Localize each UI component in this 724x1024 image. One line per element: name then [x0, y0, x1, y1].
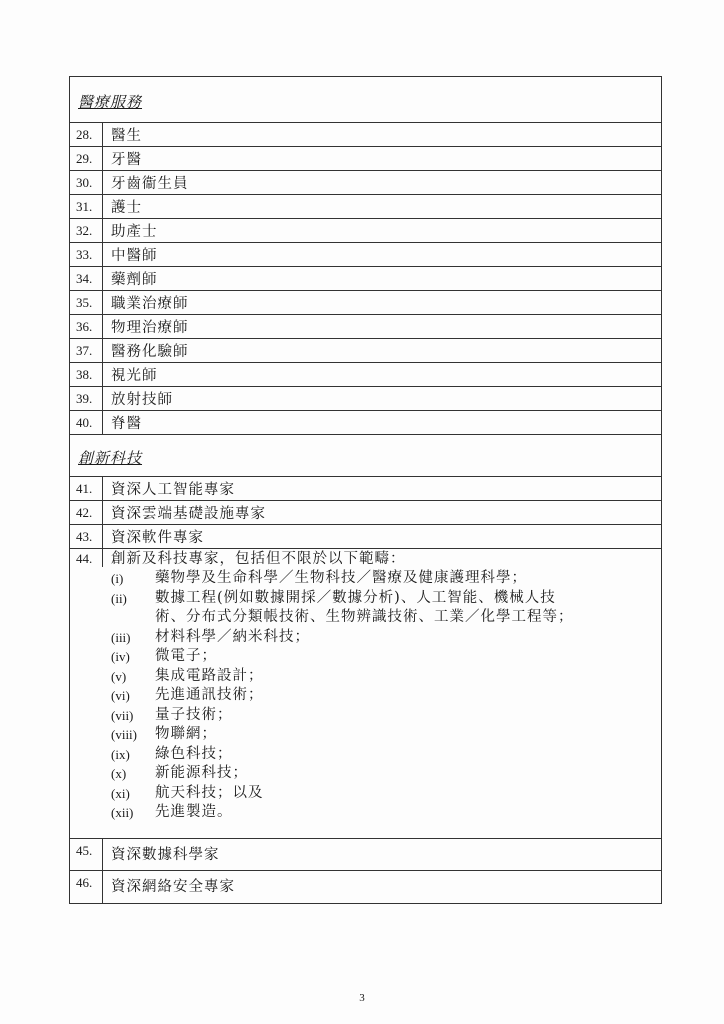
- item-text: 資深軟件專家: [111, 530, 204, 546]
- sub-text: 航天科技；以及: [155, 784, 264, 801]
- sub-numeral: (viii): [111, 727, 137, 742]
- table-row: [70, 123, 661, 147]
- sub-numeral: (vii): [111, 707, 134, 723]
- item-number: 32.: [70, 219, 103, 242]
- section-header-medical: [70, 77, 661, 123]
- item-number: 42.: [70, 501, 103, 524]
- sub-numeral: (xii): [111, 805, 134, 820]
- item-number: 33.: [70, 243, 103, 266]
- sub-item: [111, 725, 661, 745]
- item-text: 牙醫: [111, 152, 142, 168]
- item-text: 資深雲端基礎設施專家: [111, 506, 266, 522]
- table-row: [70, 477, 661, 501]
- sub-text: 集成電路設計；: [155, 667, 264, 684]
- sub-text: 微電子；: [155, 648, 217, 664]
- item-number: 34.: [70, 267, 103, 290]
- table-row: [70, 171, 661, 195]
- sub-item: [111, 647, 661, 667]
- item-text: 助產士: [111, 224, 158, 240]
- table-row: [70, 871, 661, 903]
- item-number: 30.: [70, 171, 103, 194]
- table-row: [70, 387, 661, 411]
- sub-item: [111, 803, 661, 823]
- item-text: 護士: [111, 200, 142, 216]
- table-row-item-44: [70, 549, 661, 839]
- item-number: 46.: [70, 871, 103, 903]
- item-number: 36.: [70, 315, 103, 338]
- item-text: 藥劑師: [111, 272, 158, 288]
- sub-numeral: (ii): [111, 590, 127, 606]
- sub-item: [111, 667, 661, 687]
- table-row: [70, 525, 661, 549]
- sub-text: 物聯網；: [155, 726, 217, 742]
- item-text: 醫生: [111, 128, 142, 144]
- table-row: [70, 291, 661, 315]
- item-text: 牙齒衞生員: [111, 176, 189, 192]
- table-row: [70, 267, 661, 291]
- sub-text: 藥物學及生命科學／生物科技／醫療及健康護理科學；: [155, 570, 527, 586]
- item-text: 物理治療師: [111, 320, 189, 336]
- section-title: 醫療服務: [78, 93, 143, 111]
- item-text: 中醫師: [111, 248, 158, 264]
- item-text: 資深人工智能專家: [111, 482, 235, 498]
- sub-numeral: (x): [111, 766, 127, 781]
- sub-text: 材料科學／納米科技；: [155, 628, 310, 645]
- item-text: 脊醫: [111, 416, 142, 432]
- item-text: 放射技師: [111, 392, 173, 408]
- item-number: 39.: [70, 387, 103, 410]
- item-number: 40.: [70, 411, 103, 434]
- sub-item: [111, 686, 661, 706]
- table-row: [70, 315, 661, 339]
- item-text: 職業治療師: [111, 296, 189, 312]
- item-number: 44.: [70, 549, 103, 567]
- sub-numeral: (vi): [111, 688, 130, 703]
- sub-text: 新能源科技；: [155, 765, 248, 781]
- item-number: 28.: [70, 123, 103, 146]
- item-number: 31.: [70, 195, 103, 218]
- sub-text-continuation: 術、分布式分類帳技術、生物辨識技術、工業／化學工程等；: [155, 609, 574, 625]
- item-text: 資深網絡安全專家: [111, 879, 235, 895]
- section-title: 創新科技: [78, 449, 143, 467]
- item-number: 37.: [70, 339, 103, 362]
- sub-item: [111, 745, 661, 765]
- page-number: 3: [359, 992, 365, 1004]
- item-number: 43.: [70, 525, 103, 548]
- item-number: 38.: [70, 363, 103, 386]
- sub-numeral: (iv): [111, 649, 130, 664]
- sub-numeral: (iii): [111, 629, 131, 645]
- item-text: 視光師: [111, 368, 158, 384]
- sub-text: 先進製造。: [155, 804, 233, 820]
- table-row: [70, 195, 661, 219]
- sub-text: 綠色科技；: [155, 745, 233, 762]
- sub-text: 量子技術；: [155, 706, 233, 723]
- sub-item: [111, 764, 661, 784]
- table-row: [70, 363, 661, 387]
- table-row: [70, 219, 661, 243]
- table-row: [70, 411, 661, 435]
- table-row: [70, 501, 661, 525]
- table-row: [70, 339, 661, 363]
- sub-item: [111, 784, 661, 804]
- item-number: 45.: [70, 839, 103, 870]
- sub-item: [111, 628, 661, 648]
- sub-numeral: (xi): [111, 785, 130, 801]
- item-intro: 創新及科技專家，包括但不限於以下範疇：: [111, 551, 406, 567]
- item-number: 35.: [70, 291, 103, 314]
- sub-item: [111, 569, 661, 589]
- item-text-block: [103, 549, 661, 823]
- item-number: 29.: [70, 147, 103, 170]
- section-header-innovation: [70, 435, 661, 477]
- sub-numeral: (v): [111, 668, 127, 684]
- sub-item: [111, 589, 661, 609]
- sub-item: [111, 706, 661, 726]
- table-row: [70, 839, 661, 871]
- table-row: [70, 147, 661, 171]
- talent-list-table: [69, 76, 662, 904]
- sub-text: 先進通訊技術；: [155, 687, 264, 703]
- sub-numeral: (i): [111, 571, 124, 586]
- sub-numeral: (ix): [111, 746, 130, 762]
- item-text: 資深數據科學家: [111, 847, 220, 863]
- item-number: 41.: [70, 477, 103, 500]
- table-row: [70, 243, 661, 267]
- item-text: 醫務化驗師: [111, 344, 189, 360]
- sub-text: 數據工程(例如數據開採／數據分析)、人工智能、機械人技: [155, 589, 556, 606]
